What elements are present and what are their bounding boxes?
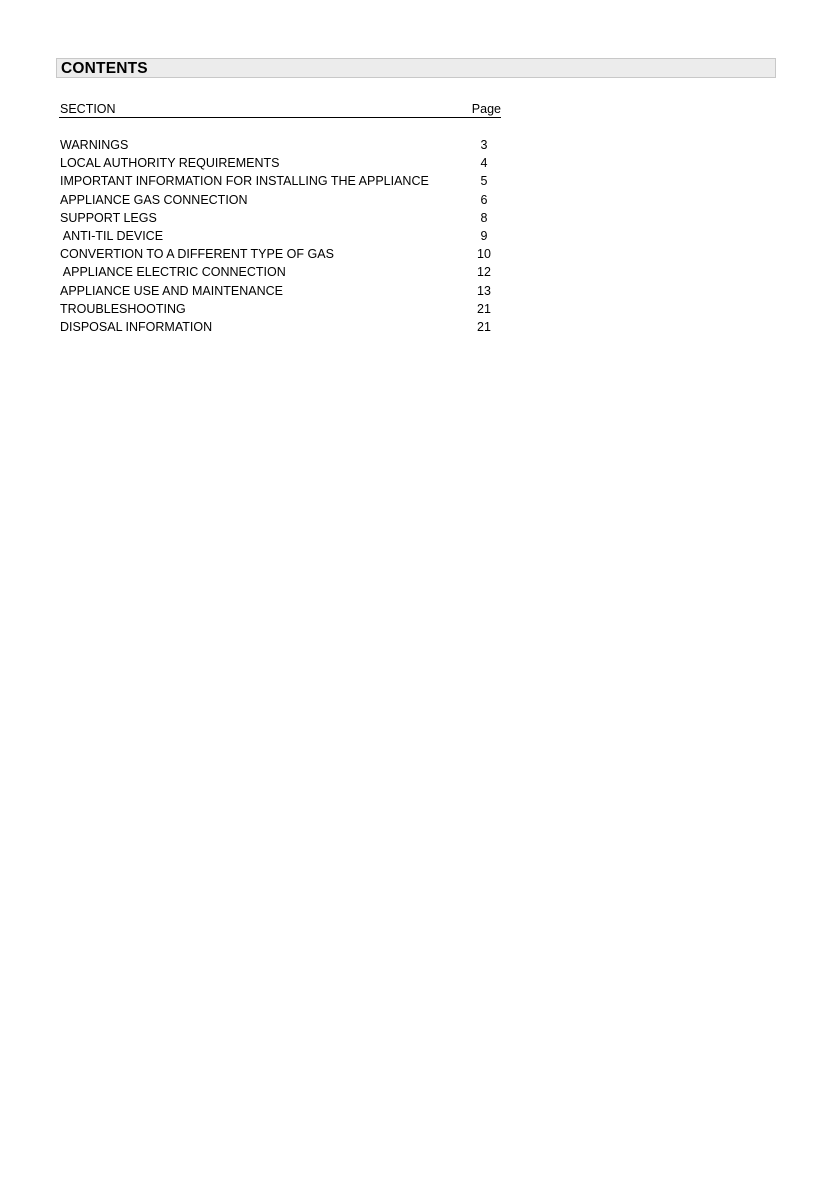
toc-entry — [59, 319, 501, 337]
toc-entry-title: DISPOSAL INFORMATION — [60, 319, 213, 334]
toc-entry — [59, 210, 501, 228]
toc-entry-page: 6 — [480, 192, 488, 207]
toc-entry-page: 21 — [477, 301, 491, 316]
toc-entry-page: 21 — [477, 319, 491, 334]
toc-header — [59, 101, 501, 118]
contents-heading: CONTENTS — [61, 60, 148, 77]
toc-entry-page: 3 — [480, 138, 488, 152]
toc-entry-title: ANTI-TIL DEVICE — [60, 228, 164, 243]
toc-entry-title: TROUBLESHOOTING — [60, 301, 186, 316]
toc-entry-page: 5 — [480, 174, 488, 189]
toc-entry — [59, 283, 501, 301]
toc-entry — [59, 155, 501, 173]
toc-header-section: SECTION — [60, 102, 116, 116]
toc-entry-page: 8 — [480, 210, 488, 225]
contents-heading-bar — [56, 58, 776, 78]
toc-header-page: Page — [471, 102, 501, 116]
toc-entry — [59, 192, 501, 210]
toc-list — [59, 137, 501, 337]
toc-entry-title: APPLIANCE ELECTRIC CONNECTION — [60, 265, 286, 280]
toc-entry-title: IMPORTANT INFORMATION FOR INSTALLING THE APPLIANCE — [60, 174, 429, 189]
toc-entry-page: 9 — [480, 228, 488, 243]
toc-entry-title: WARNINGS — [60, 138, 129, 152]
toc-entry-page: 12 — [477, 265, 491, 280]
toc-entry — [59, 264, 501, 282]
toc-entry — [59, 228, 501, 246]
toc-entry — [59, 173, 501, 191]
toc-entry-title: CONVERTION TO A DIFFERENT TYPE OF GAS — [60, 247, 334, 262]
toc-entry — [59, 301, 501, 319]
toc-entry — [59, 246, 501, 264]
toc-entry-page: 10 — [477, 247, 491, 262]
toc-entry-title: APPLIANCE USE AND MAINTENANCE — [60, 283, 283, 298]
toc-entry-title: LOCAL AUTHORITY REQUIREMENTS — [60, 156, 280, 171]
toc-entry — [59, 137, 501, 155]
toc-entry-page: 4 — [480, 156, 488, 171]
toc-entry-page: 13 — [477, 283, 491, 298]
toc-entry-title: SUPPORT LEGS — [60, 210, 157, 225]
toc-entry-title: APPLIANCE GAS CONNECTION — [60, 192, 248, 207]
